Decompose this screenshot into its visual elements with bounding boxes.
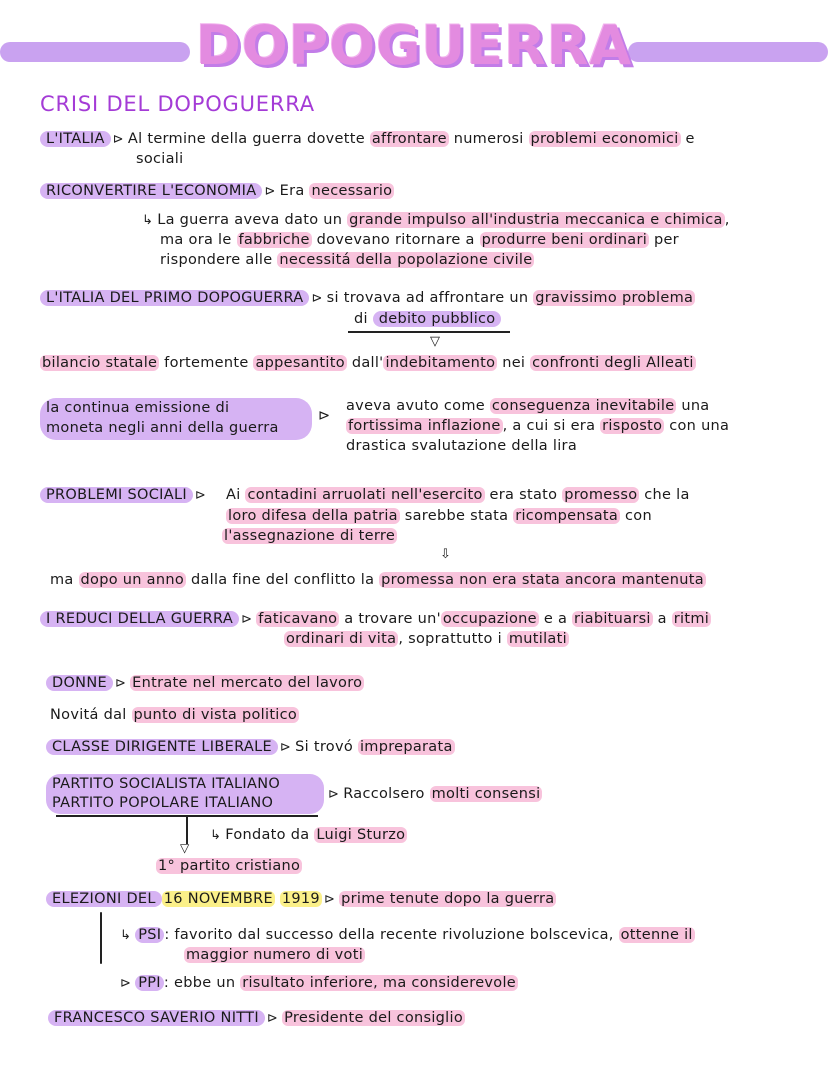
partito-socialista-label: PARTITO SOCIALISTA ITALIANO	[52, 776, 281, 792]
arrow-icon: ⊳	[323, 892, 336, 907]
arrow-icon: ⊳	[241, 612, 253, 627]
italia-line1: L'ITALIA ⊳ Al termine della guerra dovette affrontare numerosi problemi economici e	[40, 129, 695, 150]
novita-line: Novitá dal punto di vista politico	[50, 707, 298, 723]
primo-dopoguerra-label: L'ITALIA DEL PRIMO DOPOGUERRA	[40, 290, 309, 306]
hook-arrow-icon: ↳	[210, 828, 222, 843]
partiti-result: ⊳ Raccolsero molti consensi	[328, 786, 541, 802]
partito-popolare-label: PARTITO POPOLARE ITALIANO	[52, 795, 274, 811]
elezioni-label: ELEZIONI DEL	[46, 891, 162, 907]
italia-label: L'ITALIA	[40, 131, 111, 147]
reduci-detail-2: ordinari di vita , soprattutto i mutilati	[286, 631, 567, 647]
donne-label: DONNE	[46, 675, 113, 691]
donne-line: DONNE ⊳ Entrate nel mercato del lavoro	[46, 673, 364, 694]
debito-pubblico-label: debito pubblico	[373, 311, 502, 327]
fondato-line: ↳ Fondato da Luigi Sturzo	[210, 827, 406, 843]
primo-dopoguerra-line: L'ITALIA DEL PRIMO DOPOGUERRA ⊳ si trovava ad affrontare un gravissimo problema	[40, 288, 695, 309]
riconvertire-line: RICONVERTIRE L'ECONOMIA ⊳ Era necessario	[40, 181, 394, 202]
elezioni-line: ELEZIONI DEL 16 NOVEMBRE 1919 ⊳ prime tenute dopo la guerra	[46, 889, 556, 910]
psi-line: ↳ PSI : favorito dal successo della recente rivoluzione bolscevica, ottenne il	[120, 927, 693, 943]
primo-partito-cristiano: 1° partito cristiano	[158, 858, 301, 874]
connector-line	[100, 912, 102, 964]
riconvertire-detail-3: rispondere alle necessitá della popolazione civile	[160, 252, 533, 268]
sociali-detail-1: Ai contadini arruolati nell'esercito era stato promesso che la	[226, 487, 690, 503]
section-subtitle: CRISI DEL DOPOGUERRA	[40, 92, 315, 116]
arrow-icon: ⊳	[311, 291, 323, 306]
sociali-label: PROBLEMI SOCIALI	[40, 487, 193, 503]
sociali-line	[40, 485, 210, 506]
arrow-icon: ⊳	[194, 488, 207, 503]
arrow-icon: ⊳	[318, 408, 331, 424]
down-arrow-icon: ▽	[180, 841, 190, 855]
classe-line: CLASSE DIRIGENTE LIBERALE ⊳ Si trovó impreparata	[46, 737, 455, 758]
moneta-detail-1: aveva avuto come conseguenza inevitabile una	[346, 398, 710, 414]
moneta-label-2: moneta negli anni della guerra	[46, 420, 279, 436]
riconvertire-detail-2: ma ora le fabbriche dovevano ritornare a produrre beni ordinari per	[160, 232, 679, 248]
hook-arrow-icon: ↳	[120, 928, 132, 943]
arrow-icon: ⊳	[266, 1011, 279, 1026]
down-arrow-icon: ▽	[430, 334, 441, 349]
nitti-label: FRANCESCO SAVERIO NITTI	[48, 1010, 265, 1026]
title-bar-left	[0, 42, 190, 62]
sociali-detail-3: l'assegnazione di terre	[224, 528, 396, 544]
reduci-label: I REDUCI DELLA GUERRA	[40, 611, 239, 627]
arrow-icon: ⊳	[328, 787, 340, 802]
arrow-icon: ⊳	[264, 184, 276, 199]
arrow-icon: ⊳	[120, 976, 132, 991]
moneta-detail-2: fortissima inflazione , a cui si era risposto con una	[348, 418, 730, 434]
riconvertire-label: RICONVERTIRE L'ECONOMIA	[40, 183, 262, 199]
psi-label: PSI	[135, 927, 164, 943]
arrow-icon: ⊳	[279, 740, 292, 755]
ppi-label: PPI	[135, 975, 164, 991]
elezioni-date: 16 NOVEMBRE	[163, 891, 273, 907]
nitti-line: FRANCESCO SAVERIO NITTI ⊳ Presidente del consiglio	[48, 1008, 465, 1029]
arrow-icon: ⊳	[112, 132, 124, 147]
moneta-label-1: la continua emissione di	[46, 400, 230, 416]
hook-arrow-icon: ↳	[142, 213, 154, 228]
sociali-detail-2: loro difesa della patria sarebbe stata ricompensata con	[228, 508, 652, 524]
elezioni-year: 1919	[281, 891, 320, 907]
title-bar-right	[628, 42, 828, 62]
bilancio-line: bilancio statale fortemente appesantito dall' indebitamento nei confronti degli Alleati	[42, 355, 694, 371]
ppi-line: ⊳ PPI : ebbe un risultato inferiore, ma considerevole	[120, 975, 517, 991]
underline	[348, 331, 510, 333]
riconvertire-detail-1: ↳ La guerra aveva dato un grande impulso all'industria meccanica e chimica ,	[142, 212, 730, 228]
italia-line2: sociali	[136, 151, 184, 167]
promessa-line: ma dopo un anno dalla fine del conflitto la promessa non era stata ancora mantenuta	[50, 572, 704, 588]
debito-pubblico-line: di debito pubblico	[354, 309, 501, 329]
psi-line-2: maggior numero di voti	[186, 947, 364, 963]
page-title: DOPOGUERRA	[196, 14, 633, 77]
down-arrow-icon: ⇩	[440, 547, 452, 562]
arrow-icon: ⊳	[114, 676, 127, 691]
moneta-detail-3: drastica svalutazione della lira	[346, 438, 578, 454]
classe-label: CLASSE DIRIGENTE LIBERALE	[46, 739, 278, 755]
reduci-line: I REDUCI DELLA GUERRA ⊳ faticavano a trovare un' occupazione e a riabituarsi a ritmi	[40, 609, 711, 630]
